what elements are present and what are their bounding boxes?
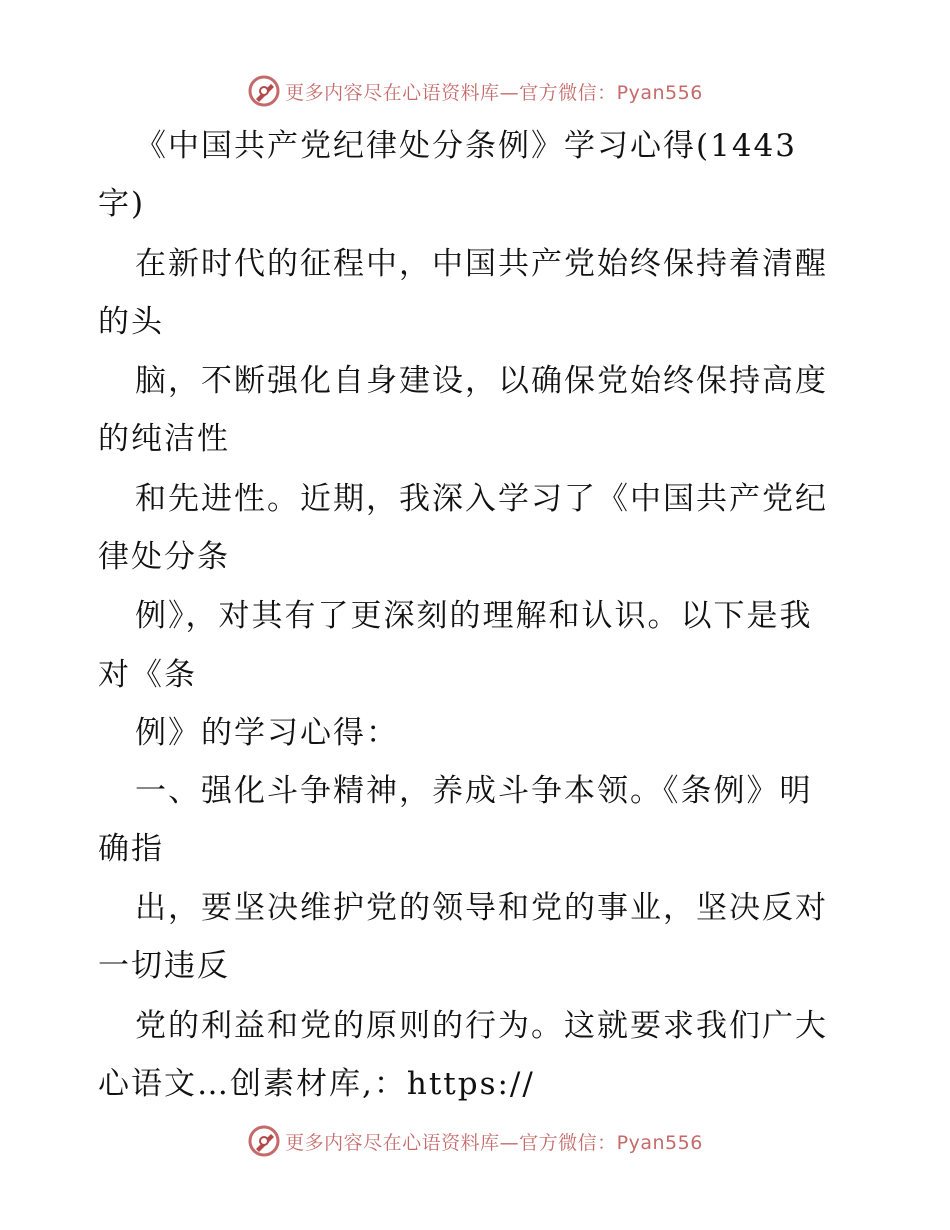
text-line: 例》的学习心得： [135,715,399,751]
pen-logo-icon [247,1124,281,1158]
document-title: 《中国共产党纪律处分条例》学习心得(1443 [135,128,797,164]
watermark-text: 更多内容尽在心语资料库—官方微信：Pyan556 [285,81,703,104]
text-line: 脑，不断强化自身建设，以确保党始终保持高度 [135,363,828,399]
text-line: 对《条 [98,657,197,693]
text-line: 党的利益和党的原则的行为。这就要求我们广大 [135,1008,828,1044]
text-line: 的纯洁性 [98,421,230,457]
text-line: 出，要坚决维护党的领导和党的事业，坚决反对 [135,890,828,926]
text-line: 一切违反 [98,948,230,984]
text-line: 律处分条 [98,539,230,575]
text-line: 例》，对其有了更深刻的理解和认识。以下是我 [135,598,813,634]
text-line: 的头 [98,304,164,340]
watermark-text: 更多内容尽在心语资料库—官方微信：Pyan556 [285,1131,703,1154]
text-line: 在新时代的征程中，中国共产党始终保持着清醒 [135,246,828,282]
text-line: 确指 [98,831,164,867]
text-line: 字) [98,186,146,222]
text-line: 和先进性。近期，我深入学习了《中国共产党纪 [135,481,828,517]
text-line: 心语文…创素材库,：https:// [98,1066,535,1102]
text-line: 一、强化斗争精神，养成斗争本领。《条例》明 [135,773,813,809]
watermark-footer [0,1121,950,1161]
